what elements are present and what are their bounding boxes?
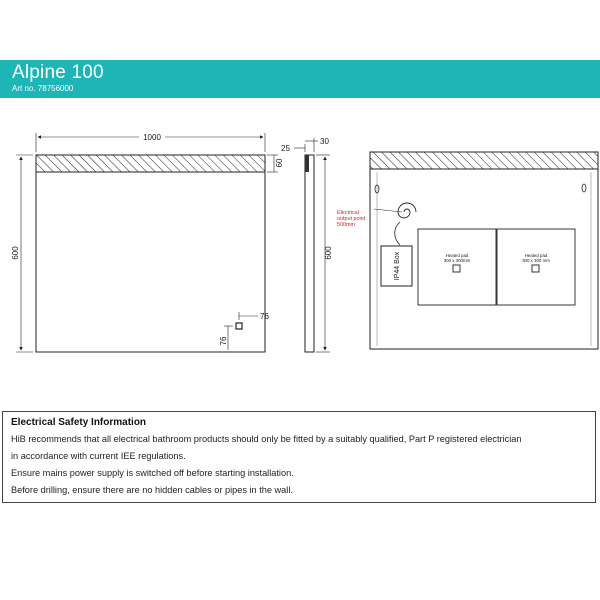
cable-path — [395, 222, 400, 245]
article-number: Art no. 78756000 — [12, 84, 74, 93]
height-dim-label: 600 — [11, 246, 20, 260]
socket-y-dim-label: 76 — [219, 336, 228, 346]
rear-view — [337, 152, 598, 349]
electrical-label-line-1: Electrical — [337, 210, 359, 216]
product-title: Alpine 100 — [12, 62, 104, 83]
heated-pad-2-icon — [532, 265, 539, 272]
cable-coil-icon — [398, 203, 416, 218]
safety-heading: Electrical Safety Information — [11, 417, 147, 428]
heated-pad-1 — [418, 229, 496, 305]
heated-pad-2-label: Heated pad — [524, 253, 548, 258]
heated-pad-2-size: 300 x 300 mm — [522, 258, 550, 263]
socket-x-dim-label: 76 — [260, 312, 269, 321]
electrical-label-line-3: 500mm — [337, 222, 355, 228]
safety-line-1: HiB recommends that all electrical bathroom products should only be fitted by a suitably qualified, Part P registered electrician — [11, 434, 522, 444]
heated-pad-1-icon — [453, 265, 460, 272]
electrical-label-line-2: output point — [337, 216, 366, 222]
side-view — [281, 137, 333, 352]
heated-pad-1-size: 300 x 300mm — [443, 258, 471, 263]
mirror-outline — [36, 155, 265, 352]
safety-info-box — [2, 411, 596, 503]
light-strip — [36, 155, 265, 172]
depth-dim-label: 30 — [320, 137, 329, 146]
width-dim-label: 1000 — [143, 133, 161, 142]
side-profile — [305, 155, 314, 352]
safety-line-4: Before drilling, ensure there are no hidden cables or pipes in the wall. — [11, 485, 293, 495]
safety-line-2: in accordance with current IEE regulations. — [11, 451, 186, 461]
safety-line-3: Ensure mains power supply is switched off before starting installation. — [11, 468, 294, 478]
strip-dim-label: 60 — [275, 158, 284, 168]
ip44-box-label: IP44 Box — [394, 251, 401, 281]
heated-pad-2 — [497, 229, 575, 305]
heated-pad-1-label: Heated pad — [445, 253, 469, 258]
side-height-dim-label: 600 — [324, 246, 333, 260]
socket-icon — [236, 323, 242, 329]
offset-dim-label: 25 — [281, 144, 290, 153]
rear-light-strip — [370, 152, 598, 169]
side-light-strip — [305, 155, 309, 172]
mount-hole-right — [582, 184, 586, 192]
front-view — [11, 132, 284, 352]
